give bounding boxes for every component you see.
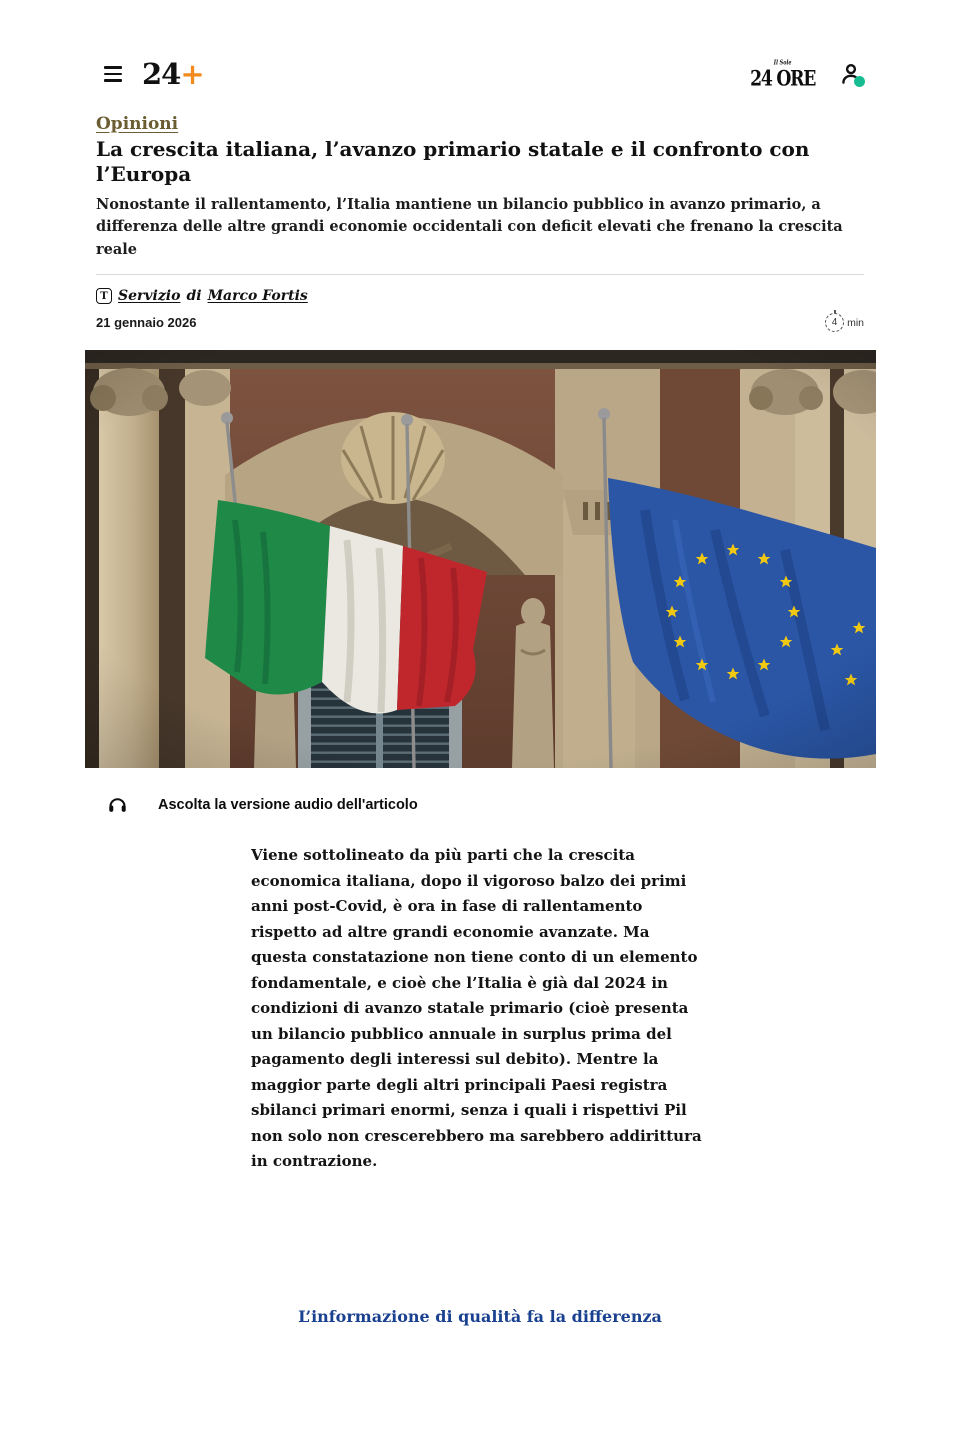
article-standfirst: Nonostante il rallentamento, l’Italia mantiene un bilancio pubblico in avanzo primario, a differenza delle altre grandi economie occidentali con deficit elevati che frenano la crescita reale (96, 196, 843, 258)
site-header (0, 0, 960, 92)
byline (96, 288, 864, 304)
read-time-value: 4 (831, 317, 838, 329)
article-title: La crescita italiana, l’avanzo primario statale e il confronto con l’Europa (96, 137, 810, 186)
hero-image (85, 350, 876, 768)
brand-logo-24plus[interactable] (142, 57, 204, 91)
masthead-small-text: Il Sole (773, 58, 792, 67)
category-link-opinioni[interactable]: Opinioni (96, 114, 179, 134)
quality-tagline: L’informazione di qualità fa la differenza (298, 1306, 662, 1326)
article-type-icon: T (96, 288, 112, 304)
article-header (0, 114, 960, 332)
read-time-badge (825, 313, 864, 332)
read-time-unit: min (847, 316, 864, 329)
body-paragraph: Viene sottolineato da più parti che la crescita economica italiana, dopo il vigoroso balzo dei primi anni post-Covid, è ora in fase di rallentamento rispetto ad altre grandi economie avanzate. Ma questa constatazione non tiene conto di un elemento fondamentale, e cioè che l’Italia è già dal 2024 in condizioni di avanzo statale primario (cioè presenta un bilancio pubblico annuale in surplus prima del pagamento degli interessi sul debito). Mentre la maggior parte degli altri principali Paesi registra sbilanci primari enormi, senza i quali i rispettivi Pil non solo non crescerebbero ma sarebbero addirittura in contrazione. (251, 846, 702, 1171)
article-meta-row (96, 313, 864, 332)
masthead-main-text: 24 ORE (749, 64, 815, 91)
article-type-link[interactable]: Servizio (118, 288, 181, 305)
stopwatch-icon (825, 313, 844, 332)
flags-palace-illustration (85, 350, 876, 768)
divider-line (96, 274, 864, 275)
audio-play-button[interactable] (107, 794, 960, 815)
author-link[interactable]: Marco Fortis (207, 288, 308, 305)
audio-prompt-label: Ascolta la versione audio dell'articolo (158, 796, 418, 813)
headphones-icon (107, 794, 128, 815)
hamburger-menu-icon[interactable] (104, 66, 122, 82)
byline-connector: di (186, 288, 202, 305)
logged-in-status-dot (854, 76, 865, 87)
article-body (251, 843, 709, 1175)
masthead-logo-24ore[interactable] (749, 58, 815, 91)
brand-number: 24 (142, 57, 181, 91)
publish-date: 21 gennaio 2026 (96, 315, 197, 331)
user-account-icon[interactable] (838, 61, 864, 87)
brand-plus: + (180, 57, 204, 91)
